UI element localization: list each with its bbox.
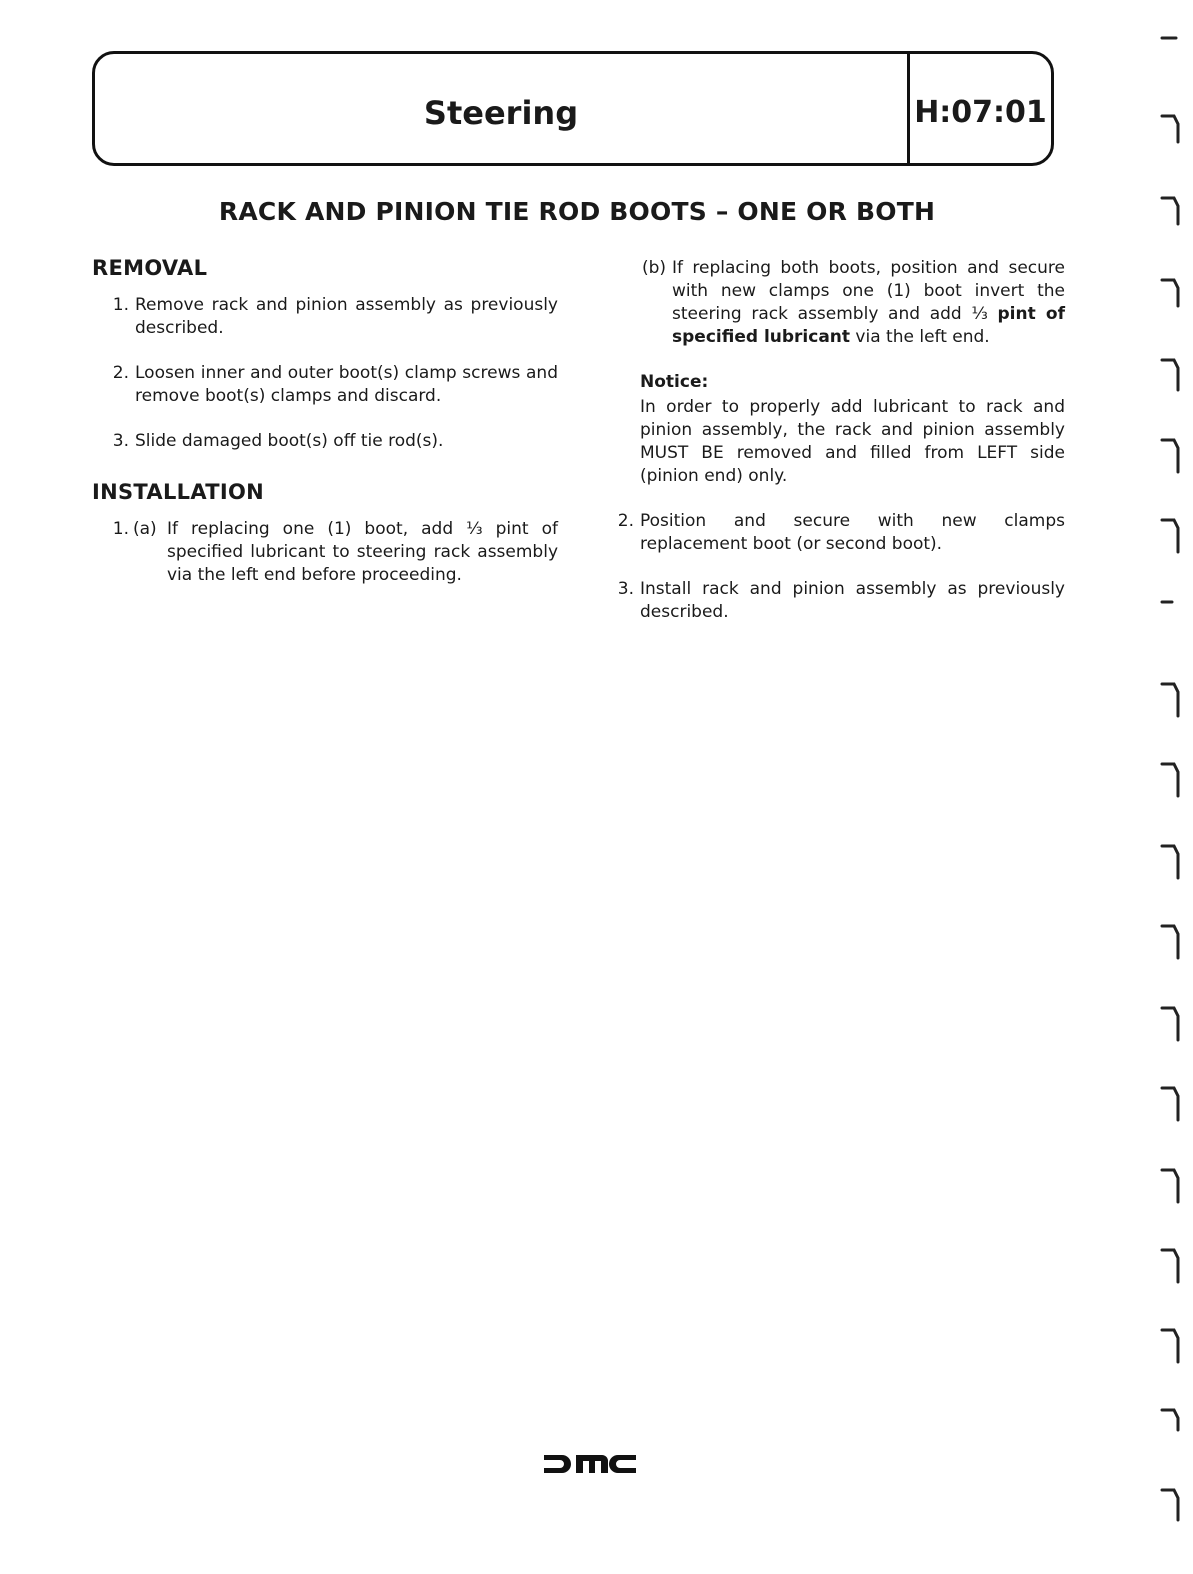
right-column — [612, 257, 1065, 646]
notice-block — [640, 371, 1065, 488]
page-title: Steering — [423, 94, 579, 132]
binder-marks — [1158, 20, 1188, 1540]
step-text-part: via the left end. — [850, 327, 990, 347]
step-number: 2. — [617, 511, 634, 531]
sub-step-label: (a) — [133, 519, 157, 539]
removal-step-1 — [92, 294, 558, 340]
main-heading: RACK AND PINION TIE ROD BOOTS – ONE OR BOTH — [218, 197, 936, 226]
dmc-logo — [544, 1452, 636, 1476]
section-code: H:07:01 — [914, 95, 1047, 130]
step-text-bold: pint of specified lubricant — [672, 304, 1065, 347]
installation-step-1b — [612, 257, 1065, 349]
step-text: Install rack and pinion assembly as previously described. — [640, 579, 1065, 622]
step-text-part: If replacing both boots, position and secure with new clamps one (1) boot invert the steering rack assembly and add ⅓ — [672, 258, 1065, 324]
notice-title: Notice: — [640, 372, 709, 392]
step-number: 2. — [112, 363, 129, 383]
notice-text-part: removed and filled from LEFT side (pinion end) only. — [640, 443, 1066, 486]
sub-step-label: (b) — [641, 258, 666, 278]
installation-heading: INSTALLATION — [92, 480, 265, 504]
installation-step-1a — [92, 518, 558, 587]
left-column — [92, 257, 558, 609]
step-number: 3. — [112, 431, 129, 451]
installation-step-2 — [612, 510, 1065, 556]
installation-step-3 — [612, 578, 1065, 624]
notice-text — [640, 396, 1065, 488]
step-number: 1. — [112, 519, 129, 539]
notice-text-emph: MUST BE — [640, 443, 724, 463]
step-text: Loosen inner and outer boot(s) clamp screws and remove boot(s) clamps and discard. — [135, 363, 558, 406]
step-text: Slide damaged boot(s) off tie rod(s). — [135, 431, 444, 451]
removal-heading: REMOVAL — [92, 256, 208, 280]
step-text: If replacing one (1) boot, add ⅓ pint of specified lubricant to steering rack assembly via the left end before proceeding. — [167, 519, 558, 585]
step-number: 3. — [617, 579, 634, 599]
step-text — [672, 257, 1065, 349]
header-box — [92, 51, 1054, 166]
step-text: Position and secure with new clamps replacement boot (or second boot). — [640, 511, 1065, 554]
notice-text-part: In order to properly add lubricant to rack and pinion assembly, the rack and pinion assembly — [640, 397, 1065, 440]
step-number: 1. — [112, 295, 129, 315]
removal-step-3 — [92, 430, 558, 453]
removal-step-2 — [92, 362, 558, 408]
step-text: Remove rack and pinion assembly as previously described. — [135, 295, 558, 338]
